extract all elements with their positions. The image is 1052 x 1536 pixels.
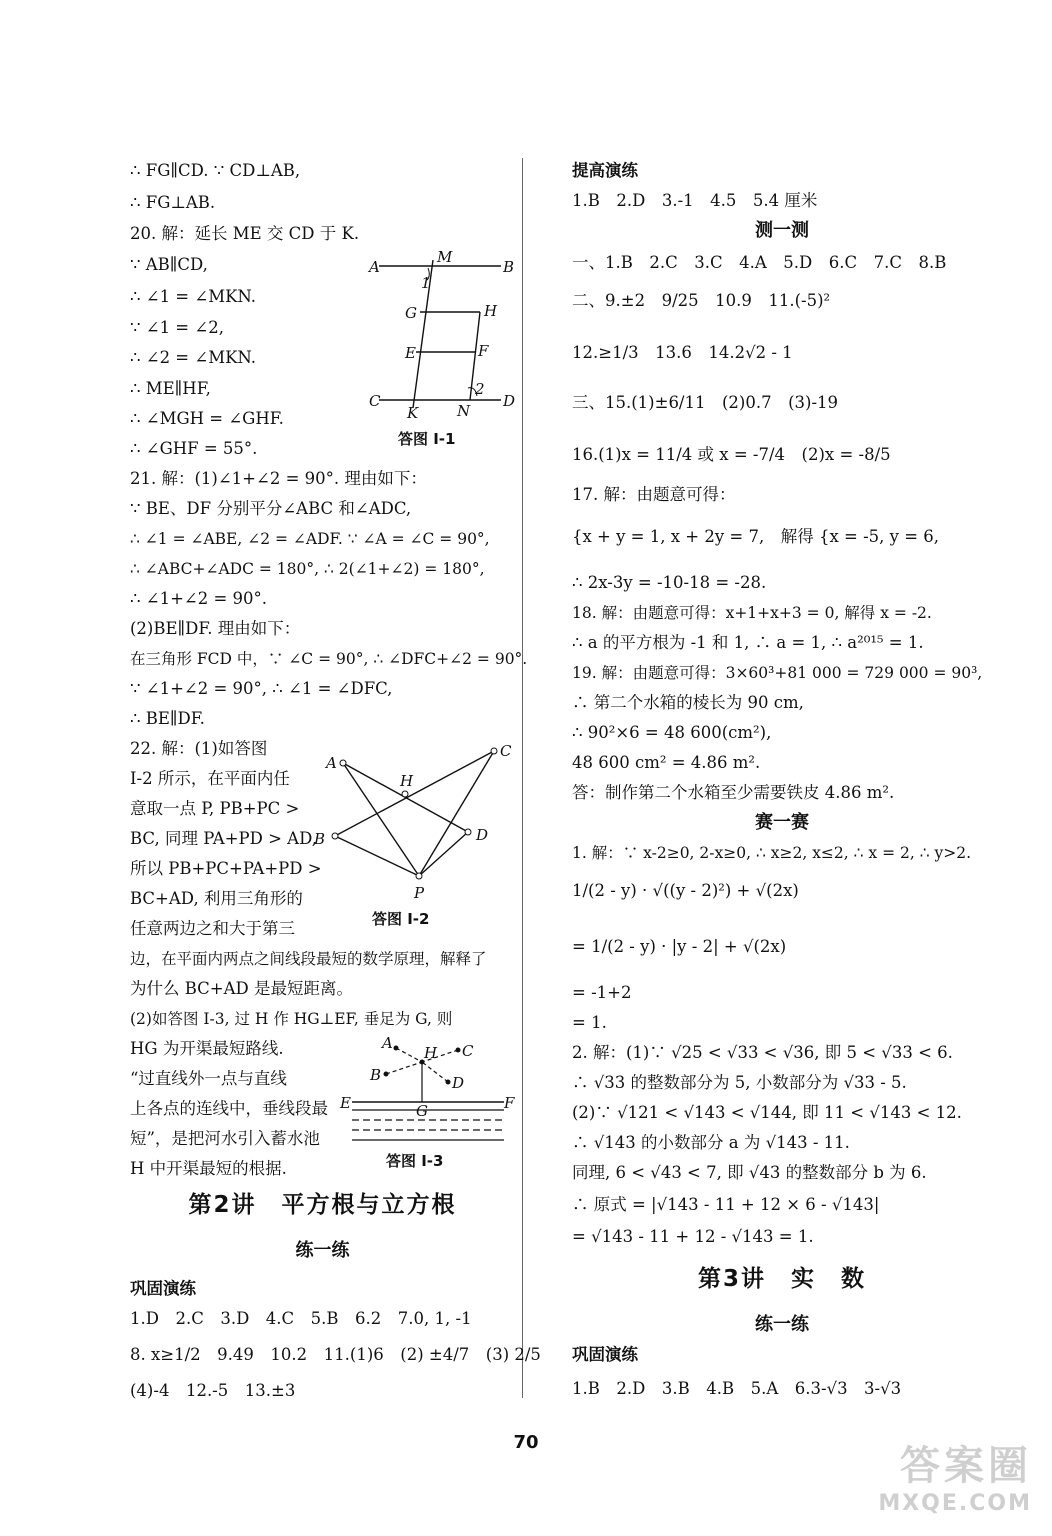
- svg-text:B: B: [503, 258, 515, 276]
- text-line: 17. 解：由题意可得：: [572, 485, 736, 504]
- svg-text:D: D: [452, 1074, 465, 1092]
- answer-line: 1.B 2.D 3.B 4.B 5.A 6.3-√3 3-√3: [572, 1379, 902, 1398]
- text-line: 同理, 6 < √43 < 7, 即 √43 的整数部分 b 为 6.: [572, 1163, 927, 1182]
- figure-1-diagram: [365, 248, 520, 428]
- text-line: ∴ √33 的整数部分为 5, 小数部分为 √33 - 5.: [572, 1073, 907, 1092]
- text-line: 边，在平面内两点之间线段最短的数学原理，解释了: [130, 950, 487, 968]
- svg-text:2: 2: [475, 380, 485, 398]
- watermark: [878, 1434, 1032, 1516]
- formula-line: 1/(2 - y) · √((y - 2)²) + √(2x): [572, 881, 799, 900]
- answer-line: (4)-4 12.-5 13.±3: [130, 1381, 296, 1400]
- svg-text:D: D: [503, 392, 516, 410]
- text-line: (2)∵ √121 < √143 < √144, 即 11 < √143 < 12.: [572, 1103, 962, 1122]
- answer-line: 16.(1)x = 11/4 或 x = -7/4 (2)x = -8/5: [572, 445, 891, 464]
- text-line: 为什么 BC+AD 是最短距离。: [130, 979, 354, 998]
- text-line: Ⅰ-2 所示，在平面内任: [130, 769, 290, 788]
- text-line: 任意两边之和大于第三: [130, 919, 295, 938]
- text-line: ∴ √143 的小数部分 a 为 √143 - 11.: [572, 1133, 850, 1152]
- text-line: ∴ ∠1 = ∠ABE, ∠2 = ∠ADF. ∵ ∠A = ∠C = 90°,: [130, 530, 490, 548]
- text-line: ∴ BE∥DF.: [130, 709, 205, 728]
- watermark-mark: 答案圈: [900, 1443, 1032, 1489]
- text-line: 20. 解：延长 ME 交 CD 于 K.: [130, 224, 360, 243]
- figure-2-diagram: [308, 738, 518, 906]
- svg-text:1: 1: [421, 274, 431, 292]
- svg-text:H: H: [484, 302, 498, 320]
- text-line: ∴ FG⊥AB.: [130, 193, 216, 212]
- text-line: ∴ ∠2 = ∠MKN.: [130, 348, 257, 367]
- svg-text:C: C: [462, 1042, 474, 1060]
- text-line: 短”，是把河水引入蓄水池: [130, 1129, 320, 1148]
- text-line: 22. 解：(1)如答图: [130, 739, 268, 758]
- text-line: 48 600 cm² = 4.86 m².: [572, 753, 761, 772]
- sub-section-heading: 巩固演练: [130, 1279, 196, 1298]
- text-line: 所以 PB+PC+PA+PD >: [130, 859, 322, 878]
- text-line: 意取一点 P, PB+PC >: [130, 799, 300, 818]
- text-line: ∴ ME∥HF,: [130, 379, 211, 398]
- text-line: ∵ ∠1 = ∠2,: [130, 318, 224, 337]
- sub-title: 练一练: [755, 1314, 809, 1335]
- section-title: 第3讲 实 数: [697, 1266, 866, 1292]
- text-line: “过直线外一点与直线: [130, 1069, 287, 1088]
- text-line: 答：制作第二个水箱至少需要铁皮 4.86 m².: [572, 783, 895, 802]
- text-line: BC+AD, 利用三角形的: [130, 889, 303, 908]
- svg-text:P: P: [414, 884, 425, 902]
- text-line: BC, 同理 PA+PD > AD,: [130, 829, 317, 848]
- svg-text:M: M: [437, 248, 453, 266]
- section-title: 第2讲 平方根与立方根: [188, 1192, 457, 1218]
- text-line: 上各点的连线中，垂线段最: [130, 1099, 328, 1118]
- text-line: 在三角形 FCD 中，∵ ∠C = 90°, ∴ ∠DFC+∠2 = 90°.: [130, 650, 528, 668]
- figure-2-caption: 答图 Ⅰ-2: [372, 910, 430, 928]
- svg-text:A: A: [326, 754, 337, 772]
- text-line: ∴ ∠GHF = 55°.: [130, 439, 258, 458]
- text-line: (2)如答图 Ⅰ-3, 过 H 作 HG⊥EF, 垂足为 G, 则: [130, 1010, 453, 1028]
- text-line: ∴ ∠1 = ∠MKN.: [130, 287, 257, 306]
- text-line: 19. 解：由题意可得：3×60³+81 000 = 729 000 = 90³,: [572, 664, 983, 682]
- svg-text:N: N: [457, 402, 471, 420]
- test-title: 测一测: [755, 220, 809, 241]
- answer-line: 12.≥1/3 13.6 14.2√2 - 1: [572, 343, 793, 362]
- text-line: ∴ 90²×6 = 48 600(cm²),: [572, 723, 772, 742]
- svg-text:A: A: [382, 1034, 393, 1052]
- text-line: ∵ AB∥CD,: [130, 255, 208, 274]
- text-line: 2. 解：(1)∵ √25 < √33 < √36, 即 5 < √33 < 6.: [572, 1043, 953, 1062]
- svg-text:H: H: [424, 1044, 438, 1062]
- text-line: ∴ 第二个水箱的棱长为 90 cm,: [572, 693, 804, 712]
- formula-line: = √143 - 11 + 12 - √143 = 1.: [572, 1227, 814, 1246]
- svg-text:B: B: [370, 1066, 382, 1084]
- text-line: ∵ ∠1+∠2 = 90°, ∴ ∠1 = ∠DFC,: [130, 679, 393, 698]
- figure-3-caption: 答图 Ⅰ-3: [386, 1152, 444, 1170]
- equation-system: {x + y = 1, x + 2y = 7, 解得 {x = -5, y = 6,: [572, 527, 940, 546]
- svg-text:B: B: [314, 830, 326, 848]
- answer-line: 8. x≥1/2 9.49 10.2 11.(1)6 (2) ±4/7 (3) 2/5: [130, 1345, 541, 1364]
- svg-text:F: F: [504, 1094, 515, 1112]
- text-line: ∴ ∠MGH = ∠GHF.: [130, 409, 284, 428]
- contest-title: 赛一赛: [755, 812, 809, 833]
- svg-text:D: D: [476, 826, 489, 844]
- svg-text:K: K: [407, 404, 419, 422]
- svg-text:E: E: [340, 1094, 351, 1112]
- answer-line: 二、9.±2 9/25 10.9 11.(-5)²: [572, 291, 831, 310]
- text-line: 21. 解：(1)∠1+∠2 = 90°. 理由如下：: [130, 469, 427, 488]
- text-line: H 中开渠最短的根据.: [130, 1159, 287, 1178]
- watermark-url: MXQE.COM: [878, 1491, 1032, 1516]
- formula-line: = 1/(2 - y) · |y - 2| + √(2x): [572, 937, 787, 956]
- answer-line: 一、1.B 2.C 3.C 4.A 5.D 6.C 7.C 8.B: [572, 253, 947, 272]
- text-line: ∴ FG∥CD. ∵ CD⊥AB,: [130, 161, 301, 180]
- svg-text:C: C: [369, 392, 381, 410]
- figure-1-caption: 答图 Ⅰ-1: [398, 430, 456, 448]
- sub-title: 练一练: [295, 1240, 350, 1261]
- text-line: ∴ a 的平方根为 -1 和 1, ∴ a = 1, ∴ a²⁰¹⁵ = 1.: [572, 633, 924, 652]
- text-line: (2)BE∥DF. 理由如下：: [130, 619, 301, 638]
- text-line: HG 为开渠最短路线.: [130, 1039, 284, 1058]
- svg-text:G: G: [405, 304, 417, 322]
- text-line: 1. 解：∵ x-2≥0, 2-x≥0, ∴ x≥2, x≤2, ∴ x = 2, ∴ y>2.: [572, 844, 972, 862]
- text-line: ∴ 2x-3y = -10-18 = -28.: [572, 573, 767, 592]
- text-line: ∴ ∠ABC+∠ADC = 180°, ∴ 2(∠1+∠2) = 180°,: [130, 560, 485, 578]
- svg-text:A: A: [369, 258, 380, 276]
- svg-text:H: H: [400, 772, 414, 790]
- formula-line: = -1+2: [572, 983, 632, 1002]
- answer-line: 三、15.(1)±6/11 (2)0.7 (3)-19: [572, 393, 839, 412]
- svg-text:C: C: [500, 742, 512, 760]
- figure-3-diagram: [338, 1030, 518, 1148]
- page-number: 70: [513, 1432, 539, 1453]
- formula-line: = 1.: [572, 1013, 607, 1032]
- text-line: 18. 解：由题意可得：x+1+x+3 = 0, 解得 x = -2.: [572, 604, 932, 622]
- svg-text:E: E: [405, 344, 416, 362]
- sub-section-heading: 巩固演练: [572, 1345, 638, 1364]
- formula-line: ∴ 原式 = |√143 - 11 + 12 × 6 - √143|: [572, 1195, 880, 1214]
- answer-line: 1.D 2.C 3.D 4.C 5.B 6.2 7.0, 1, -1: [130, 1309, 472, 1328]
- svg-text:G: G: [416, 1102, 428, 1120]
- svg-text:F: F: [478, 342, 489, 360]
- column-divider: [522, 158, 523, 1398]
- answer-line: 1.B 2.D 3.-1 4.5 5.4 厘米: [572, 191, 818, 210]
- text-line: ∴ ∠1+∠2 = 90°.: [130, 589, 268, 608]
- sub-section-heading: 提高演练: [572, 161, 638, 180]
- text-line: ∵ BE、DF 分别平分∠ABC 和∠ADC,: [130, 499, 412, 518]
